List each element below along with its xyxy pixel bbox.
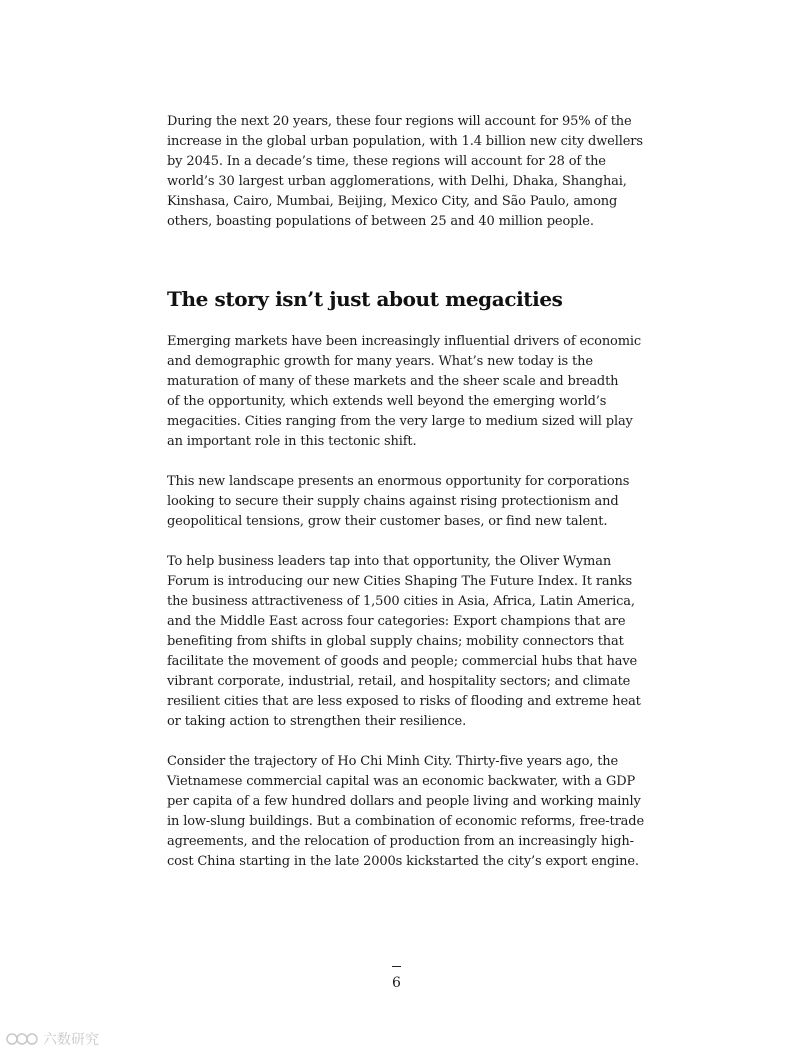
text-line: To help business leaders tap into that opportunity, the Oliver Wyman (167, 554, 612, 569)
text-line: agreements, and the relocation of production from an increasingly high- (167, 834, 634, 849)
paragraph-1 (167, 112, 643, 232)
watermark-logo-icon (6, 1030, 40, 1048)
text-line: maturation of many of these markets and the sheer scale and breadth (167, 374, 619, 389)
text-line: looking to secure their supply chains against rising protectionism and (167, 494, 619, 509)
text-line: During the next 20 years, these four regions will account for 95% of the (167, 114, 632, 129)
text-line: megacities. Cities ranging from the very large to medium sized will play (167, 414, 633, 429)
text-line: This new landscape presents an enormous opportunity for corporations (167, 474, 630, 489)
text-column (167, 112, 644, 892)
watermark-text-graphic (43, 1030, 107, 1048)
watermark (6, 1030, 107, 1048)
text-line: facilitate the movement of goods and people; commercial hubs that have (167, 654, 638, 669)
text-line: vibrant corporate, industrial, retail, and hospitality sectors; and climate (167, 674, 631, 689)
text-line: and the Middle East across four categories: Export champions that are (167, 614, 626, 629)
text-line: of the opportunity, which extends well beyond the emerging world’s (167, 394, 607, 409)
page-number: 6 (392, 975, 401, 991)
text-line: benefiting from shifts in global supply chains; mobility connectors that (167, 634, 624, 649)
text-line: per capita of a few hundred dollars and people living and working mainly (167, 794, 641, 809)
text-line: Emerging markets have been increasingly influential drivers of economic (167, 334, 642, 349)
paragraph-4 (167, 552, 641, 732)
text-line: the business attractiveness of 1,500 cities in Asia, Africa, Latin America, (167, 594, 635, 609)
text-line: resilient cities that are less exposed to risks of flooding and extreme heat (167, 694, 641, 709)
page-footer (0, 966, 793, 991)
text-line: Forum is introducing our new Cities Shaping The Future Index. It ranks (167, 574, 632, 589)
text-line: in low-slung buildings. But a combination of economic reforms, free-trade (167, 814, 644, 829)
paragraph-5 (167, 752, 644, 872)
text-line: Kinshasa, Cairo, Mumbai, Beijing, Mexico City, and São Paulo, among (167, 194, 618, 209)
text-line: cost China starting in the late 2000s kickstarted the city’s export engine. (167, 854, 639, 869)
text-line: Consider the trajectory of Ho Chi Minh City. Thirty-five years ago, the (167, 754, 619, 769)
paragraph-2 (167, 332, 642, 452)
text-line: world’s 30 largest urban agglomerations, with Delhi, Dhaka, Shanghai, (167, 174, 627, 189)
text-line: increase in the global urban population, with 1.4 billion new city dwellers (167, 134, 643, 149)
text-line: others, boasting populations of between 25 and 40 million people. (167, 214, 594, 229)
page-number-dash (392, 966, 401, 967)
text-line: by 2045. In a decade’s time, these regions will account for 28 of the (167, 154, 606, 169)
text-line: and demographic growth for many years. What’s new today is the (167, 354, 593, 369)
watermark-text: 六数研究 (43, 1032, 99, 1048)
text-line: an important role in this tectonic shift. (167, 434, 417, 449)
text-line: geopolitical tensions, grow their customer bases, or find new talent. (167, 514, 608, 529)
text-line: or taking action to strengthen their resilience. (167, 714, 467, 729)
paragraph-3 (167, 472, 630, 532)
text-line: Vietnamese commercial capital was an economic backwater, with a GDP (167, 774, 636, 789)
section-heading: The story isn’t just about megacities (167, 287, 563, 311)
